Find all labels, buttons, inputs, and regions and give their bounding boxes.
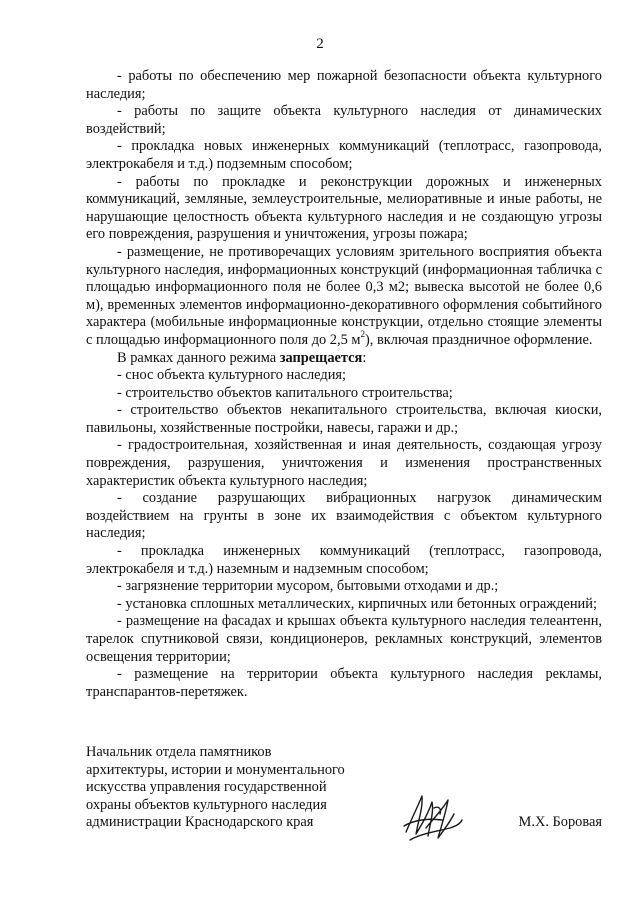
prohibited-item: - размещение на территории объекта культурного наследия рекламы, транспарантов-перетяжек.	[86, 666, 602, 700]
signer-title-line: архитектуры, истории и монументального	[86, 761, 345, 778]
signature-block	[86, 744, 602, 832]
superscript: 2	[360, 329, 366, 340]
page-number: 2	[316, 36, 324, 52]
prohibited-intro-colon: :	[362, 349, 367, 366]
permitted-item	[86, 244, 602, 350]
prohibited-item: - градостроительная, хозяйственная и иная деятельность, создающая угрозу повреждения, разрушения, уничтожения и изменения пространственных характеристик объекта культурного наследия;	[86, 437, 602, 489]
prohibited-item: - размещение на фасадах и крышах объекта культурного наследия телеантенн, тарелок спутниковой связи, кондиционеров, рекламных конструкций, элементов освещения территории;	[86, 613, 602, 665]
prohibited-item: - загрязнение территории мусором, бытовыми отходами и др.;	[117, 578, 499, 595]
handwritten-signature	[398, 788, 468, 846]
prohibited-keyword: запрещается	[279, 349, 363, 366]
permitted-item: - работы по обеспечению мер пожарной безопасности объекта культурного наследия;	[86, 68, 602, 102]
permitted-item: - прокладка новых инженерных коммуникаций (теплотрасс, газопровода, электрокабеля и т.д.) подземным способом;	[86, 138, 602, 172]
prohibited-item: - прокладка инженерных коммуникаций (теплотрасс, газопровода, электрокабеля и т.д.) наземным и надземным способом;	[86, 543, 602, 577]
signer-title	[86, 744, 386, 832]
signer-title-line: администрации Краснодарского края	[86, 814, 314, 831]
prohibited-item: - строительство объектов некапитального строительства, включая киоски, павильоны, хозяйственные постройки, навесы, гаражи и др.;	[86, 402, 602, 436]
document-body	[86, 68, 602, 701]
prohibited-intro	[86, 350, 602, 368]
permitted-item-text: - размещение, не противоречащих условиям зрительного восприятия объекта культурного наследия, информационных конструкций (информационная табличка с площадью информационного поля не более 0,3 м2; вывеска высотой не более 0,6 м), временных элементов информационно-декоративного оформления событийного характера (мобильные информационные конструкции, отдельно стоящие элементы с площадью информационного поля до 2,5 м	[86, 243, 602, 348]
prohibited-item: - установка сплошных металлических, кирпичных или бетонных ограждений;	[117, 595, 597, 612]
prohibited-item: - снос объекта культурного наследия;	[117, 367, 347, 384]
prohibited-item: - создание разрушающих вибрационных нагрузок динамическим воздействием на грунты в зоне их взаимодействия с объектом культурного наследия;	[86, 490, 602, 542]
signer-title-line: охраны объектов культурного наследия	[86, 796, 327, 813]
permitted-item-text-end: ), включая праздничное оформление.	[365, 331, 593, 348]
signer-name: М.Х. Боровая	[518, 814, 602, 830]
prohibited-intro-text: В рамках данного режима	[117, 349, 280, 366]
prohibited-item: - строительство объектов капитального строительства;	[117, 384, 453, 401]
signer-title-line: Начальник отдела памятников	[86, 744, 272, 760]
permitted-item: - работы по защите объекта культурного наследия от динамических воздействий;	[86, 103, 602, 137]
permitted-item: - работы по прокладке и реконструкции дорожных и инженерных коммуникаций, земляные, землеустроительные, мелиоративные и иные работы, не нарушающие целостность объекта культурного наследия и не создающую угрозы его повреждения, разрушения и уничтожения, угрозы пожара;	[86, 173, 602, 243]
signer-title-line: искусства управления государственной	[86, 779, 327, 796]
